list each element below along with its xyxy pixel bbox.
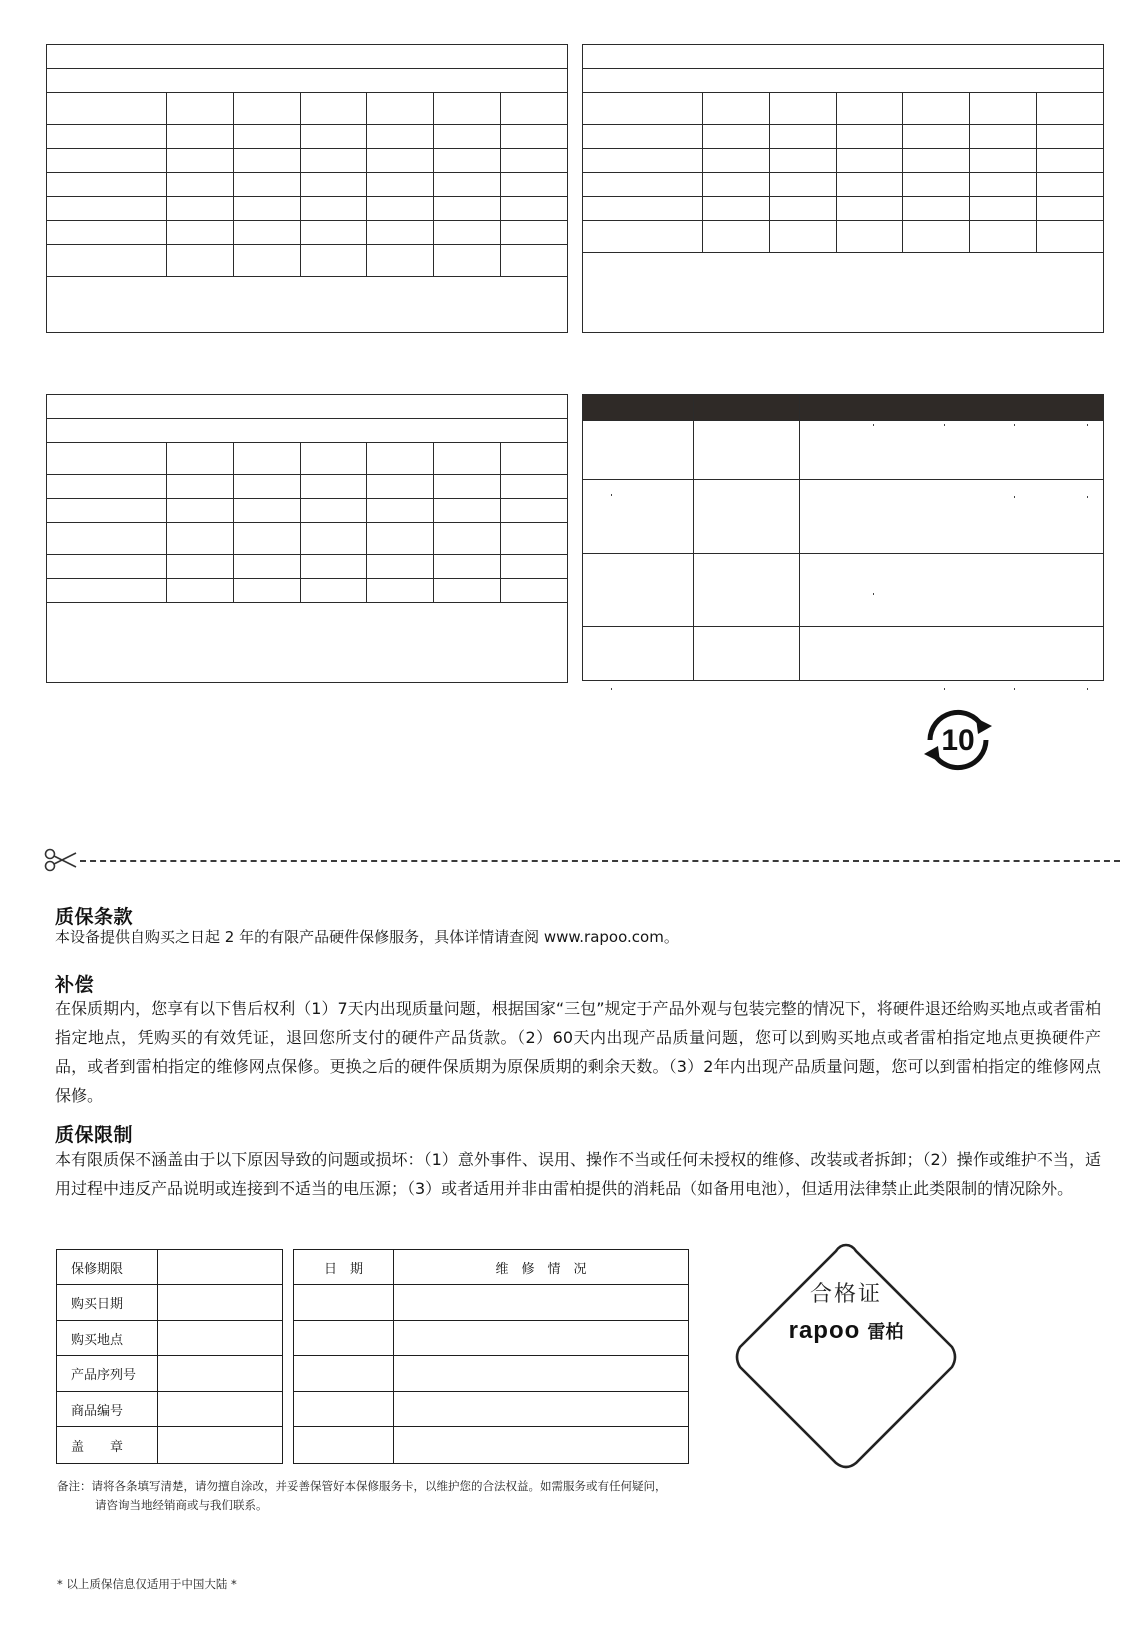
limitation-body: 本有限质保不涵盖由于以下原因导致的问题或损坏：（1）意外事件、误用、操作不当或任何未授权的维修、改装或者拆卸；（2）操作或维护不当，适用过程中违反产品说明或连接到不适当的电压源；（3）或者适用并非由雷柏提供的消耗品（如备用电池），但适用法律禁止此类限制的情况除外。	[55, 1150, 1101, 1198]
warranty-period-field[interactable]	[158, 1250, 283, 1285]
purchase-location-field[interactable]	[158, 1321, 283, 1356]
brand-latin: rapoo	[788, 1317, 861, 1344]
limitation-title: 质保限制	[55, 1124, 134, 1146]
item-number-field[interactable]	[158, 1392, 283, 1427]
repair-note-cell[interactable]	[394, 1427, 689, 1464]
row-label-stamp: 盖 章	[57, 1427, 158, 1464]
epup-value: 10	[941, 724, 975, 757]
repair-date-cell[interactable]	[294, 1427, 394, 1464]
footer-note: * 以上质保信息仅适用于中国大陆 *	[57, 1577, 237, 1591]
note-line-1: 备注：请将各条填写清楚，请勿擅自涂改，并妥善保管好本保修服务卡，以维护您的合法权益。如需服务或有任何疑问，	[57, 1479, 667, 1493]
repair-date-cell[interactable]	[294, 1285, 394, 1321]
middle-right-table	[582, 394, 1103, 684]
row-label-purchase-date: 购买日期	[57, 1285, 158, 1321]
serial-number-field[interactable]	[158, 1356, 283, 1392]
purchase-date-field[interactable]	[158, 1285, 283, 1321]
compensation-title: 补偿	[55, 974, 95, 996]
middle-left-table	[46, 394, 567, 684]
repair-note-cell[interactable]	[394, 1392, 689, 1427]
row-label-item-number: 商品编号	[57, 1392, 158, 1427]
warranty-card-repairs	[293, 1249, 689, 1464]
row-label-purchase-location: 购买地点	[57, 1321, 158, 1356]
rapoo-logo	[726, 1317, 966, 1345]
brand-chinese: 雷柏	[867, 1322, 904, 1343]
repair-note-cell[interactable]	[394, 1285, 689, 1321]
top-left-table	[46, 44, 567, 332]
row-label-warranty-period: 保修期限	[57, 1250, 158, 1285]
top-right-table	[582, 44, 1103, 332]
warranty-intro: 本设备提供自购买之日起 2 年的有限产品硬件保修服务，具体详情请查阅 www.rapoo.com。	[55, 928, 679, 946]
warranty-title: 质保条款	[55, 906, 134, 928]
environmental-protection-use-period-icon	[918, 704, 998, 776]
repair-date-cell[interactable]	[294, 1392, 394, 1427]
certificate-label: 合格证	[809, 1282, 882, 1307]
repair-note-cell[interactable]	[394, 1356, 689, 1392]
header-date: 日 期	[294, 1250, 394, 1285]
note-line-2: 请咨询当地经销商或与我们联系。	[95, 1498, 268, 1512]
warranty-card-info	[56, 1249, 283, 1464]
compensation-body: 在保质期内，您享有以下售后权利（1）7天内出现质量问题，根据国家“三包”规定于产品外观与包装完整的情况下，将硬件退还给购买地点或者雷柏指定地点，凭购买的有效凭证，退回您所支付的硬件产品货款。（2）60天内出现产品质量问题，您可以到购买地点或者雷柏指定地点更换硬件产品，或者到雷柏指定的维修网点保修。更换之后的硬件保质期为原保质期的剩余天数。（3）2年内出现产品质量问题，您可以到雷柏指定的维修网点保修。	[55, 999, 1101, 1105]
cut-line	[80, 860, 1120, 862]
repair-date-cell[interactable]	[294, 1356, 394, 1392]
repair-note-cell[interactable]	[394, 1321, 689, 1356]
header-repair-status: 维 修 情 况	[394, 1250, 689, 1285]
repair-date-cell[interactable]	[294, 1321, 394, 1356]
certificate-badge	[726, 1237, 966, 1477]
stamp-field[interactable]	[158, 1427, 283, 1464]
row-label-serial-number: 产品序列号	[57, 1356, 158, 1392]
scissors-icon	[44, 848, 78, 872]
